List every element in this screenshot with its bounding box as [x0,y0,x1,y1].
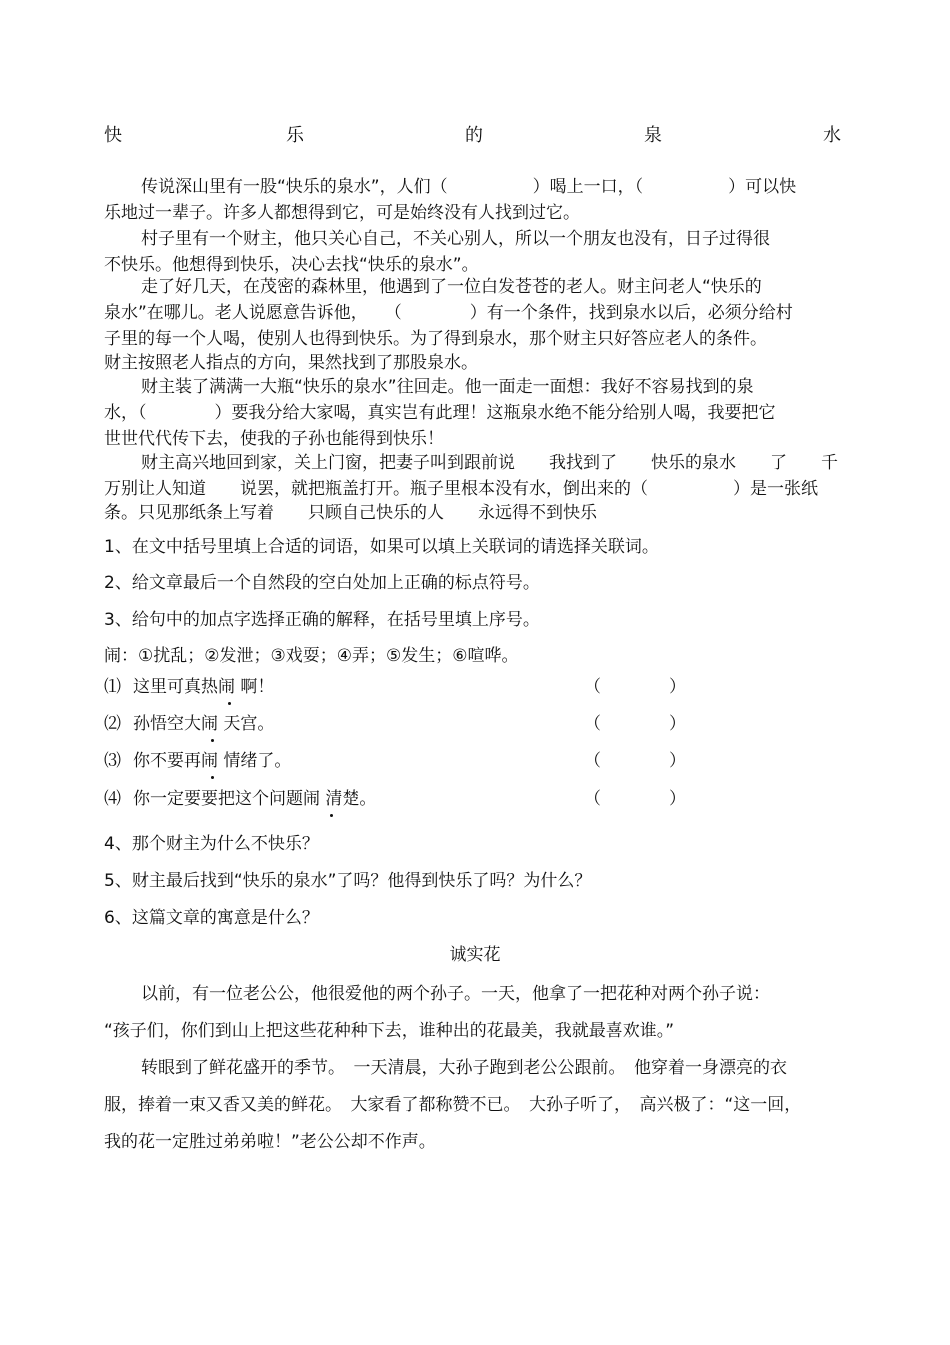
emphasis-dot [211,776,214,779]
story1-line: 走了好几天，在茂密的森林里，他遇到了一位白发苍苍的老人。财主问老人“快乐的 [141,277,762,297]
question-5: 5、财主最后找到“快乐的泉水”了吗？他得到快乐了吗？为什么？ [104,871,592,891]
story2-line: “孩子们，你们到山上把这些花种种下去，谁种出的花最美，我就最喜欢谁。” [104,1021,675,1041]
answer-paren: （ ） [584,789,686,809]
story2-line: 转眼到了鲜花盛开的季节。 一天清晨，大孙子跑到老公公跟前。 他穿着一身漂亮的衣 [141,1058,787,1078]
item-number: ⑵ [104,714,121,734]
emphasis-dot [211,739,214,742]
answer-paren: （ ） [584,714,686,734]
emphasis-dot [330,814,333,817]
question-2: 2、给文章最后一个自然段的空白处加上正确的标点符号。 [104,573,540,593]
story1-line: 子里的每一个人喝，使别人也得到快乐。为了得到泉水，那个财主只好答应老人的条件。 [104,329,767,349]
story2-line: 服，捧着一束又香又美的鲜花。 大家看了都称赞不已。 大孙子听了， 高兴极了：“这一回， [104,1095,802,1115]
story1-line: 条。只见那纸条上写着 只顾自己快乐的人 永远得不到快乐 [104,503,597,523]
story1-line: 财主按照老人指点的方向，果然找到了那股泉水。 [104,353,478,373]
story1-line: 泉水”在哪儿。老人说愿意告诉他， （ ）有一个条件，找到泉水以后，必须分给村 [104,303,793,323]
answer-paren: （ ） [584,751,686,771]
answer-paren: （ ） [584,677,686,697]
item-sentence: 你不要再闹 情绪了。 [133,751,292,771]
story1-line: 不快乐。他想得到快乐，决心去找“快乐的泉水”。 [104,255,479,275]
question-3: 3、给句中的加点字选择正确的解释，在括号里填上序号。 [104,610,540,630]
story1-line: 乐地过一辈子。许多人都想得到它，可是始终没有人找到过它。 [104,203,580,223]
story2-line: 我的花一定胜过弟弟啦！”老公公却不作声。 [104,1132,436,1152]
story2-line: 以前，有一位老公公，他很爱他的两个孙子。一天，他拿了一把花种对两个孙子说： [141,984,770,1004]
story1-line: 村子里有一个财主，他只关心自己，不关心别人，所以一个朋友也没有，日子过得很 [141,229,770,249]
question-1: 1、在文中括号里填上合适的词语，如果可以填上关联词的请选择关联词。 [104,537,659,557]
story-title-char: 的 [465,125,483,146]
story1-line: 财主装了满满一大瓶“快乐的泉水”往回走。他一面走一面想：我好不容易找到的泉 [141,377,754,397]
item-number: ⑷ [104,789,121,809]
item-sentence: 这里可真热闹 啊！ [133,677,275,697]
meanings-list: 闹：①扰乱；②发泄；③戏耍；④弄；⑤发生；⑥喧哗。 [104,646,519,666]
story1-line: 传说深山里有一股“快乐的泉水”，人们（ ）喝上一口，（ ）可以快 [141,177,797,197]
question-6: 6、这篇文章的寓意是什么？ [104,908,319,928]
story1-line: 世世代代传下去，使我的子孙也能得到快乐！ [104,429,444,449]
item-number: ⑶ [104,751,121,771]
story2-title: 诚实花 [449,945,501,965]
item-sentence: 孙悟空大闹 天宫。 [133,714,275,734]
story-title-char: 泉 [644,125,662,146]
story1-line: 水，（ ）要我分给大家喝，真实岂有此理！这瓶泉水绝不能分给别人喝，我要把它 [104,403,776,423]
story1-line: 财主高兴地回到家，关上门窗，把妻子叫到跟前说 我找到了 快乐的泉水 了 千 [141,453,838,473]
story-title-char: 乐 [286,125,304,146]
emphasis-dot [228,702,231,705]
story-title-char: 水 [823,125,841,146]
item-number: ⑴ [104,677,121,697]
story1-line: 万别让人知道 说罢，就把瓶盖打开。瓶子里根本没有水，倒出来的（ ）是一张纸 [104,479,818,499]
question-4: 4、那个财主为什么不快乐？ [104,834,319,854]
item-sentence: 你一定要要把这个问题闹 清楚。 [133,789,377,809]
story-title-char: 快 [104,125,122,146]
